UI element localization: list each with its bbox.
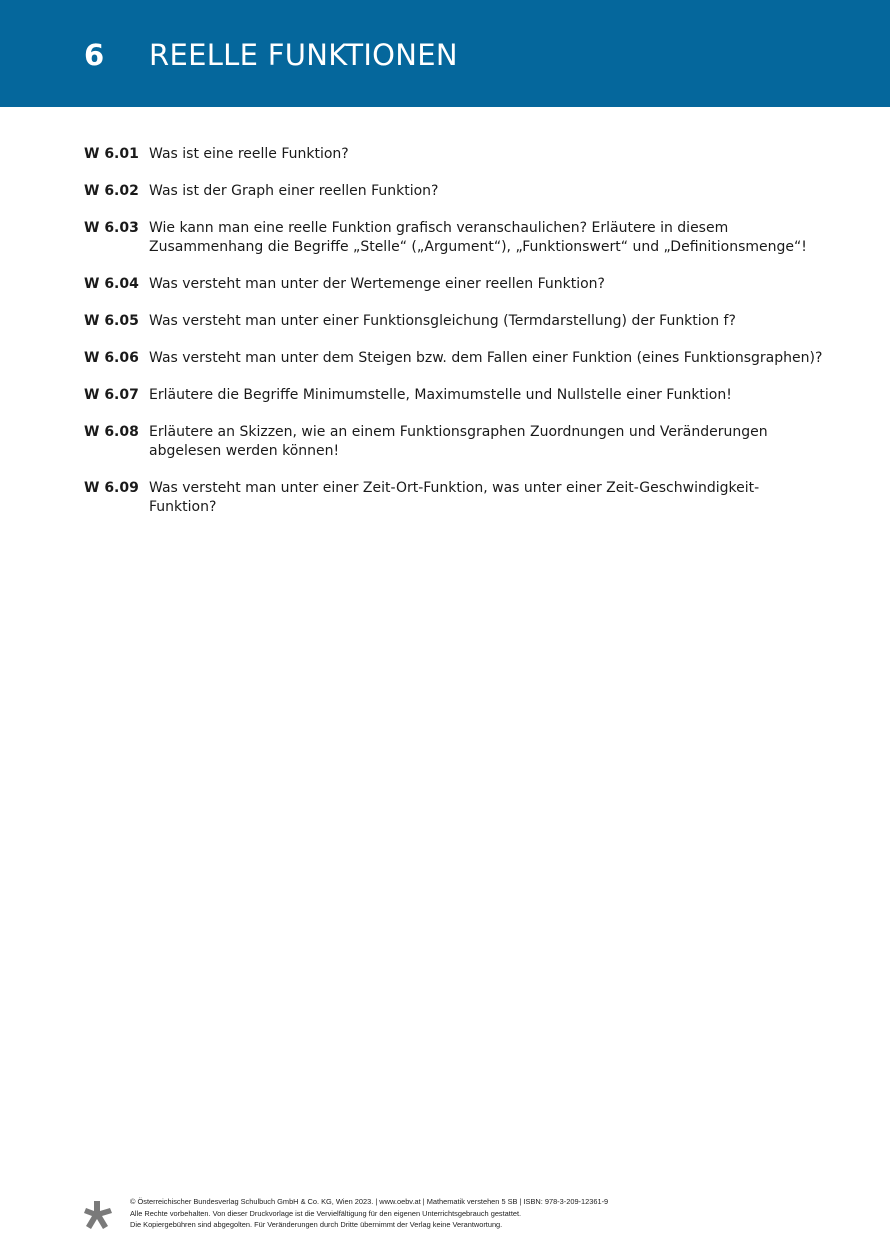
question-item — [84, 423, 824, 461]
publisher-logo-icon — [84, 1200, 112, 1230]
question-text: Wie kann man eine reelle Funktion grafisch veranschaulichen? Erläutere in diesem Zusammenhang die Begriffe „Stelle“ („Argument“), „Funktionswert“ und „Definitionsmenge“! — [149, 220, 807, 255]
chapter-title: REELLE FUNKTIONEN — [149, 38, 458, 72]
question-id: W 6.03 — [84, 220, 139, 236]
question-item — [84, 275, 824, 294]
question-text: Was ist eine reelle Funktion? — [149, 146, 349, 162]
question-id: W 6.09 — [84, 480, 139, 496]
question-text: Erläutere an Skizzen, wie an einem Funktionsgraphen Zuordnungen und Veränderungen abgelesen werden können! — [149, 424, 768, 459]
question-item — [84, 349, 824, 368]
question-item — [84, 479, 824, 517]
chapter-number: 6 — [84, 38, 105, 72]
chapter-header — [0, 0, 890, 107]
question-id: W 6.02 — [84, 183, 139, 199]
question-id: W 6.06 — [84, 350, 139, 366]
footer-disclaimer: Die Kopiergebühren sind abgegolten. Für Veränderungen durch Dritte übernimmt der Verlag keine Verantwortung. — [130, 1220, 503, 1229]
question-id: W 6.01 — [84, 146, 139, 162]
question-item — [84, 145, 824, 164]
question-item — [84, 219, 824, 257]
question-text: Was versteht man unter der Wertemenge einer reellen Funktion? — [149, 276, 605, 292]
question-text: Erläutere die Begriffe Minimumstelle, Maximumstelle und Nullstelle einer Funktion! — [149, 387, 732, 403]
question-list — [84, 145, 824, 535]
footer-text — [130, 1196, 608, 1231]
question-text: Was versteht man unter dem Steigen bzw. dem Fallen einer Funktion (eines Funktionsgraphen)? — [149, 350, 823, 366]
question-item — [84, 312, 824, 331]
question-item — [84, 386, 824, 405]
question-id: W 6.05 — [84, 313, 139, 329]
footer-rights: Alle Rechte vorbehalten. Von dieser Druckvorlage ist die Vervielfältigung für den eigenen Unterrichtsgebrauch gestattet. — [130, 1208, 522, 1218]
question-id: W 6.04 — [84, 276, 139, 292]
question-id: W 6.07 — [84, 387, 139, 403]
question-text: Was versteht man unter einer Funktionsgleichung (Termdarstellung) der Funktion f? — [149, 313, 736, 329]
footer-copyright: © Österreichischer Bundesverlag Schulbuch GmbH & Co. KG, Wien 2023. | www.oebv.at | Mathematik verstehen 5 SB | ISBN: 978-3-209-12361-9 — [130, 1197, 609, 1206]
question-text: Was ist der Graph einer reellen Funktion? — [149, 183, 439, 199]
question-text: Was versteht man unter einer Zeit-Ort-Funktion, was unter einer Zeit-Geschwindigkeit-Funktion? — [149, 480, 760, 515]
question-id: W 6.08 — [84, 424, 139, 440]
question-item — [84, 182, 824, 201]
